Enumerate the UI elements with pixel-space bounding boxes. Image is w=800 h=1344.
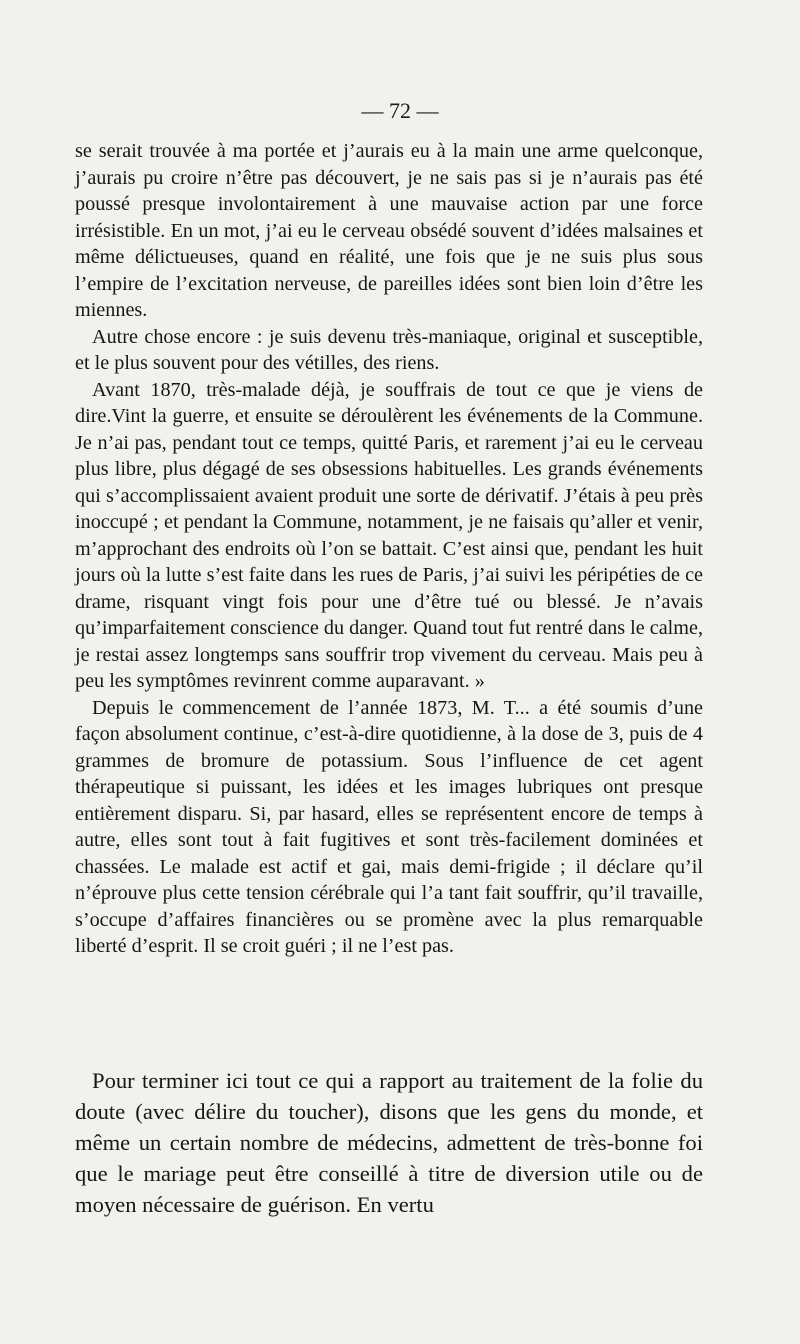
page-number: — 72 — (361, 98, 439, 123)
paragraph-pour-terminer: Pour terminer ici tout ce qui a rapport au traitement de la folie du doute (avec délire du toucher), disons que les gens du monde, et même un certain nombre de médecins, admettent de très-bonne foi que le mariage peut être conseillé à titre de diversion utile ou de moyen nécessaire de guérison. En vertu (75, 1068, 703, 1217)
paragraph-continuation: se serait trouvée à ma portée et j’aurais eu à la main une arme quelconque, j’aurais pu croire n’être pas découvert, je ne sais pas si je n’aurais pas été poussé presque involontairement à une mauvaise action par une force irrésistible. En un mot, j’ai eu le cerveau obsédé souvent d’idées malsaines et même délictueuses, quand en réalité, une fois que je ne suis plus sous l’empire de l’excitation nerveuse, de pareilles idées sont bien loin d’être les miennes. (75, 140, 703, 321)
paragraph-avant-1870: Avant 1870, très-malade déjà, je souffrais de tout ce que je viens de dire.Vint la guerre, et ensuite se déroulèrent les événements de la Commune. Je n’ai pas, pendant tout ce temps, quitté Paris, et rarement j’ai eu le cerveau plus libre, plus dégagé de ses obsessions habituelles. Les grands événements qui s’accomplissaient avaient produit une sorte de dérivatif. J’étais à peu près inoccupé ; et pendant la Commune, notamment, je ne faisais qu’aller et venir, m’approchant des endroits où l’on se battait. C’est ainsi que, pendant les huit jours où la lutte s’est faite dans les rues de Paris, j’ai suivi les péripéties de ce drame, risquant vingt fois pour une d’être tué ou blessé. Je n’avais qu’imparfaitement conscience du danger. Quand tout fut rentré dans le calme, je restai assez longtemps sans souffrir trop vivement du cerveau. Mais peu à peu les symptômes revinrent comme auparavant. » (75, 378, 703, 692)
paragraph-autre-chose: Autre chose encore : je suis devenu très-maniaque, original et susceptible, et le plus souvent pour des vétilles, des riens. (75, 325, 703, 374)
body-text (75, 138, 703, 960)
closing-section (75, 1065, 703, 1220)
paragraph-depuis-1873: Depuis le commencement de l’année 1873, M. T... a été soumis d’une façon absolument continue, c’est-à-dire quotidienne, à la dose de 3, puis de 4 grammes de bromure de potassium. Sous l’influence de cet agent thérapeutique si puissant, les idées et les images lubriques ont presque entièrement disparu. Si, par hasard, elles se représentent encore de temps à autre, elles sont tout à fait fugitives et sont très-facilement dominées et chassées. Le malade est actif et gai, mais demi-frigide ; il déclare qu’il n’éprouve plus cette tension cérébrale qui l’a tant fait souffrir, qu’il travaille, s’occupe d’affaires financières ou se promène avec la plus remarquable liberté d’esprit. Il se croit guéri ; il ne l’est pas. (75, 696, 703, 957)
